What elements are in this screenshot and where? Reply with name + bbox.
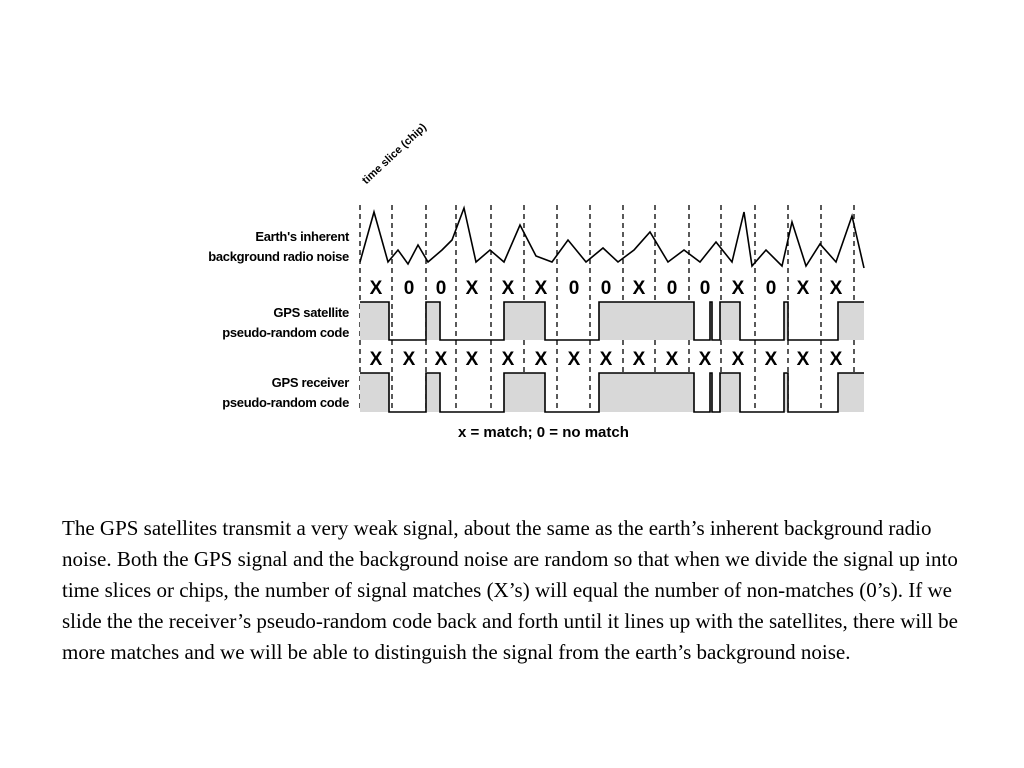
satellite-mark: 0 bbox=[403, 278, 415, 299]
satellite-mark: 0 bbox=[765, 278, 777, 299]
satellite-mark: X bbox=[369, 278, 383, 299]
match-legend: x = match; 0 = no match bbox=[458, 424, 629, 441]
receiver-pulse-fill bbox=[504, 373, 545, 412]
receiver-pulse-fill bbox=[838, 373, 864, 412]
noise-label-line-2: background radio noise bbox=[208, 249, 349, 264]
receiver-mark: X bbox=[369, 349, 383, 370]
satellite-mark: X bbox=[501, 278, 515, 299]
satellite-pulse-fill bbox=[504, 302, 545, 340]
receiver-mark: X bbox=[731, 349, 745, 370]
satellite-pulse-fill bbox=[599, 302, 694, 340]
satellite-mark: 0 bbox=[699, 278, 711, 299]
receiver-pulse-fill bbox=[599, 373, 694, 412]
satellite-mark: X bbox=[465, 278, 479, 299]
satellite-mark: X bbox=[632, 278, 646, 299]
satellite-mark: 0 bbox=[666, 278, 678, 299]
receiver-mark: X bbox=[665, 349, 679, 370]
receiver-mark: X bbox=[434, 349, 448, 370]
satellite-mark: X bbox=[731, 278, 745, 299]
caption-text: The GPS satellites transmit a very weak signal, about the same as the earth’s inherent background radio noise. Both the GPS signal and the background noise are random so that when we divide the signal up into time slices or chips, the number of signal matches (X’s) will equal the number of non-matches (0’s). If we slide the the receiver’s pseudo-random code back and forth until it lines up with the satellites, there will be more matches and we will be able to distinguish the signal from the earth’s background noise. bbox=[62, 516, 958, 664]
receiver-mark: X bbox=[632, 349, 646, 370]
receiver-row-label bbox=[129, 373, 349, 413]
satellite-row-label bbox=[129, 303, 349, 343]
receiver-mark: X bbox=[465, 349, 479, 370]
satellite-mark: X bbox=[534, 278, 548, 299]
satellite-match-marks bbox=[370, 278, 843, 299]
receiver-pulse-fill bbox=[426, 373, 440, 412]
satellite-pulse-fill bbox=[360, 302, 389, 340]
satellite-mark: 0 bbox=[600, 278, 612, 299]
receiver-mark: X bbox=[534, 349, 548, 370]
receiver-mark: X bbox=[764, 349, 778, 370]
receiver-mark: X bbox=[796, 349, 810, 370]
receiver-match-marks bbox=[370, 349, 843, 370]
noise-row-label bbox=[129, 227, 349, 267]
satellite-code-waveform bbox=[360, 302, 864, 340]
receiver-code-waveform bbox=[360, 373, 864, 412]
satellite-label-line-1: GPS satellite bbox=[273, 305, 349, 320]
receiver-label-line-2: pseudo-random code bbox=[222, 395, 349, 410]
receiver-mark: X bbox=[599, 349, 613, 370]
satellite-mark: X bbox=[796, 278, 810, 299]
satellite-pulse-fill bbox=[838, 302, 864, 340]
satellite-pulse-fill bbox=[720, 302, 740, 340]
satellite-mark: 0 bbox=[568, 278, 580, 299]
noise-label-line-1: Earth's inherent bbox=[255, 229, 349, 244]
satellite-mark: X bbox=[829, 278, 843, 299]
satellite-pulse-fill bbox=[426, 302, 440, 340]
receiver-pulse-fill bbox=[720, 373, 740, 412]
receiver-pulse-fill bbox=[360, 373, 389, 412]
receiver-mark: X bbox=[501, 349, 515, 370]
receiver-mark: X bbox=[402, 349, 416, 370]
receiver-mark: X bbox=[567, 349, 581, 370]
satellite-label-line-2: pseudo-random code bbox=[222, 325, 349, 340]
satellite-mark: 0 bbox=[435, 278, 447, 299]
chip-axis-label: time slice (chip) bbox=[360, 121, 429, 187]
receiver-label-line-1: GPS receiver bbox=[271, 375, 349, 390]
receiver-mark: X bbox=[698, 349, 712, 370]
receiver-mark: X bbox=[829, 349, 843, 370]
